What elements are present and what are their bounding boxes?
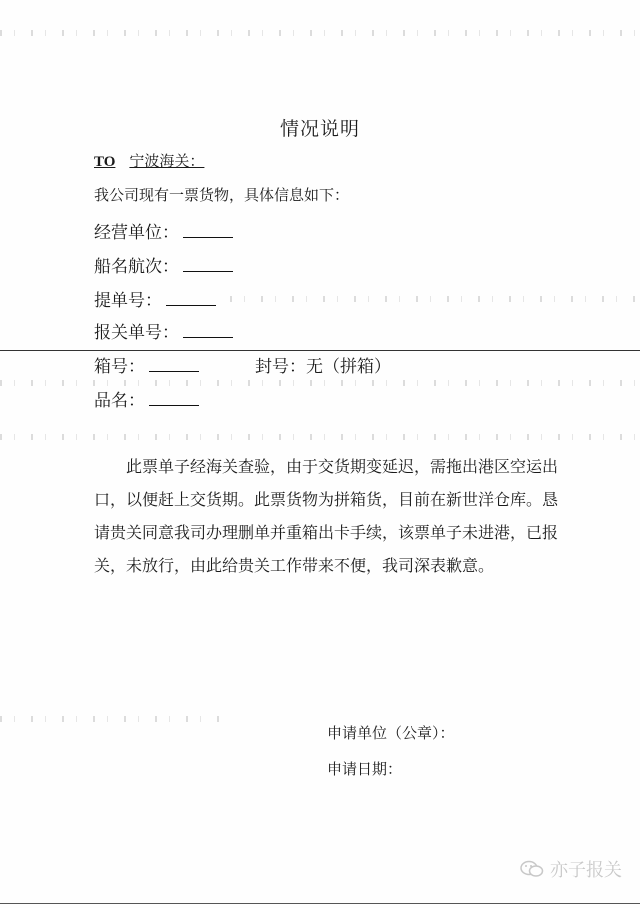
container-no-field (94, 352, 199, 377)
vessel-voyage-label: 船名航次： (94, 257, 179, 277)
watermark-text: 亦子报关 (550, 860, 622, 881)
container-no-label: 箱号： (94, 357, 145, 377)
bill-of-lading-blank (166, 291, 216, 306)
scan-noise-mid (230, 296, 640, 302)
bottom-edge (0, 903, 640, 904)
container-no-blank (149, 357, 199, 372)
goods-name-label: 品名： (94, 391, 145, 411)
seal-no-field: 封号：无（拼箱） (255, 357, 391, 377)
declaration-no-field (94, 318, 233, 343)
scan-noise-lower2 (0, 434, 640, 440)
bill-of-lading-label: 提单号： (94, 291, 162, 311)
vessel-voyage-blank (183, 257, 233, 272)
scan-fold-line (0, 350, 640, 351)
operator-blank (183, 223, 233, 238)
apply-date: 申请日期： (327, 760, 403, 778)
goods-name-field (94, 386, 199, 411)
bill-of-lading-field (94, 286, 216, 311)
document-title: 情况说明 (279, 118, 360, 140)
wechat-icon (520, 860, 544, 878)
operator-field (94, 218, 233, 243)
recipient-name: 宁波海关： (129, 152, 205, 170)
to-label: TO (94, 154, 116, 170)
body-paragraph: 此票单子经海关查验，由于交货期变延迟，需拖出港区空运出口，以便赶上交货期。此票货物为拼箱货，目前在新世洋仓库。恳请贵关同意我司办理删单并重箱出卡手续，该票单子未进港，已报关，未放行，由此给贵关工作带来不便，我司深表歉意。 (94, 457, 559, 575)
declaration-no-label: 报关单号： (94, 323, 179, 343)
applicant-unit: 申请单位（公章）： (327, 724, 455, 742)
scan-noise-top (0, 30, 640, 36)
vessel-voyage-field (94, 252, 233, 277)
operator-label: 经营单位： (94, 223, 179, 243)
goods-name-blank (149, 391, 199, 406)
recipient-line (94, 150, 204, 171)
declaration-no-blank (183, 323, 233, 338)
intro-text: 我公司现有一票货物，具体信息如下： (94, 186, 350, 204)
scan-noise-left (0, 716, 220, 722)
watermark (520, 856, 622, 882)
